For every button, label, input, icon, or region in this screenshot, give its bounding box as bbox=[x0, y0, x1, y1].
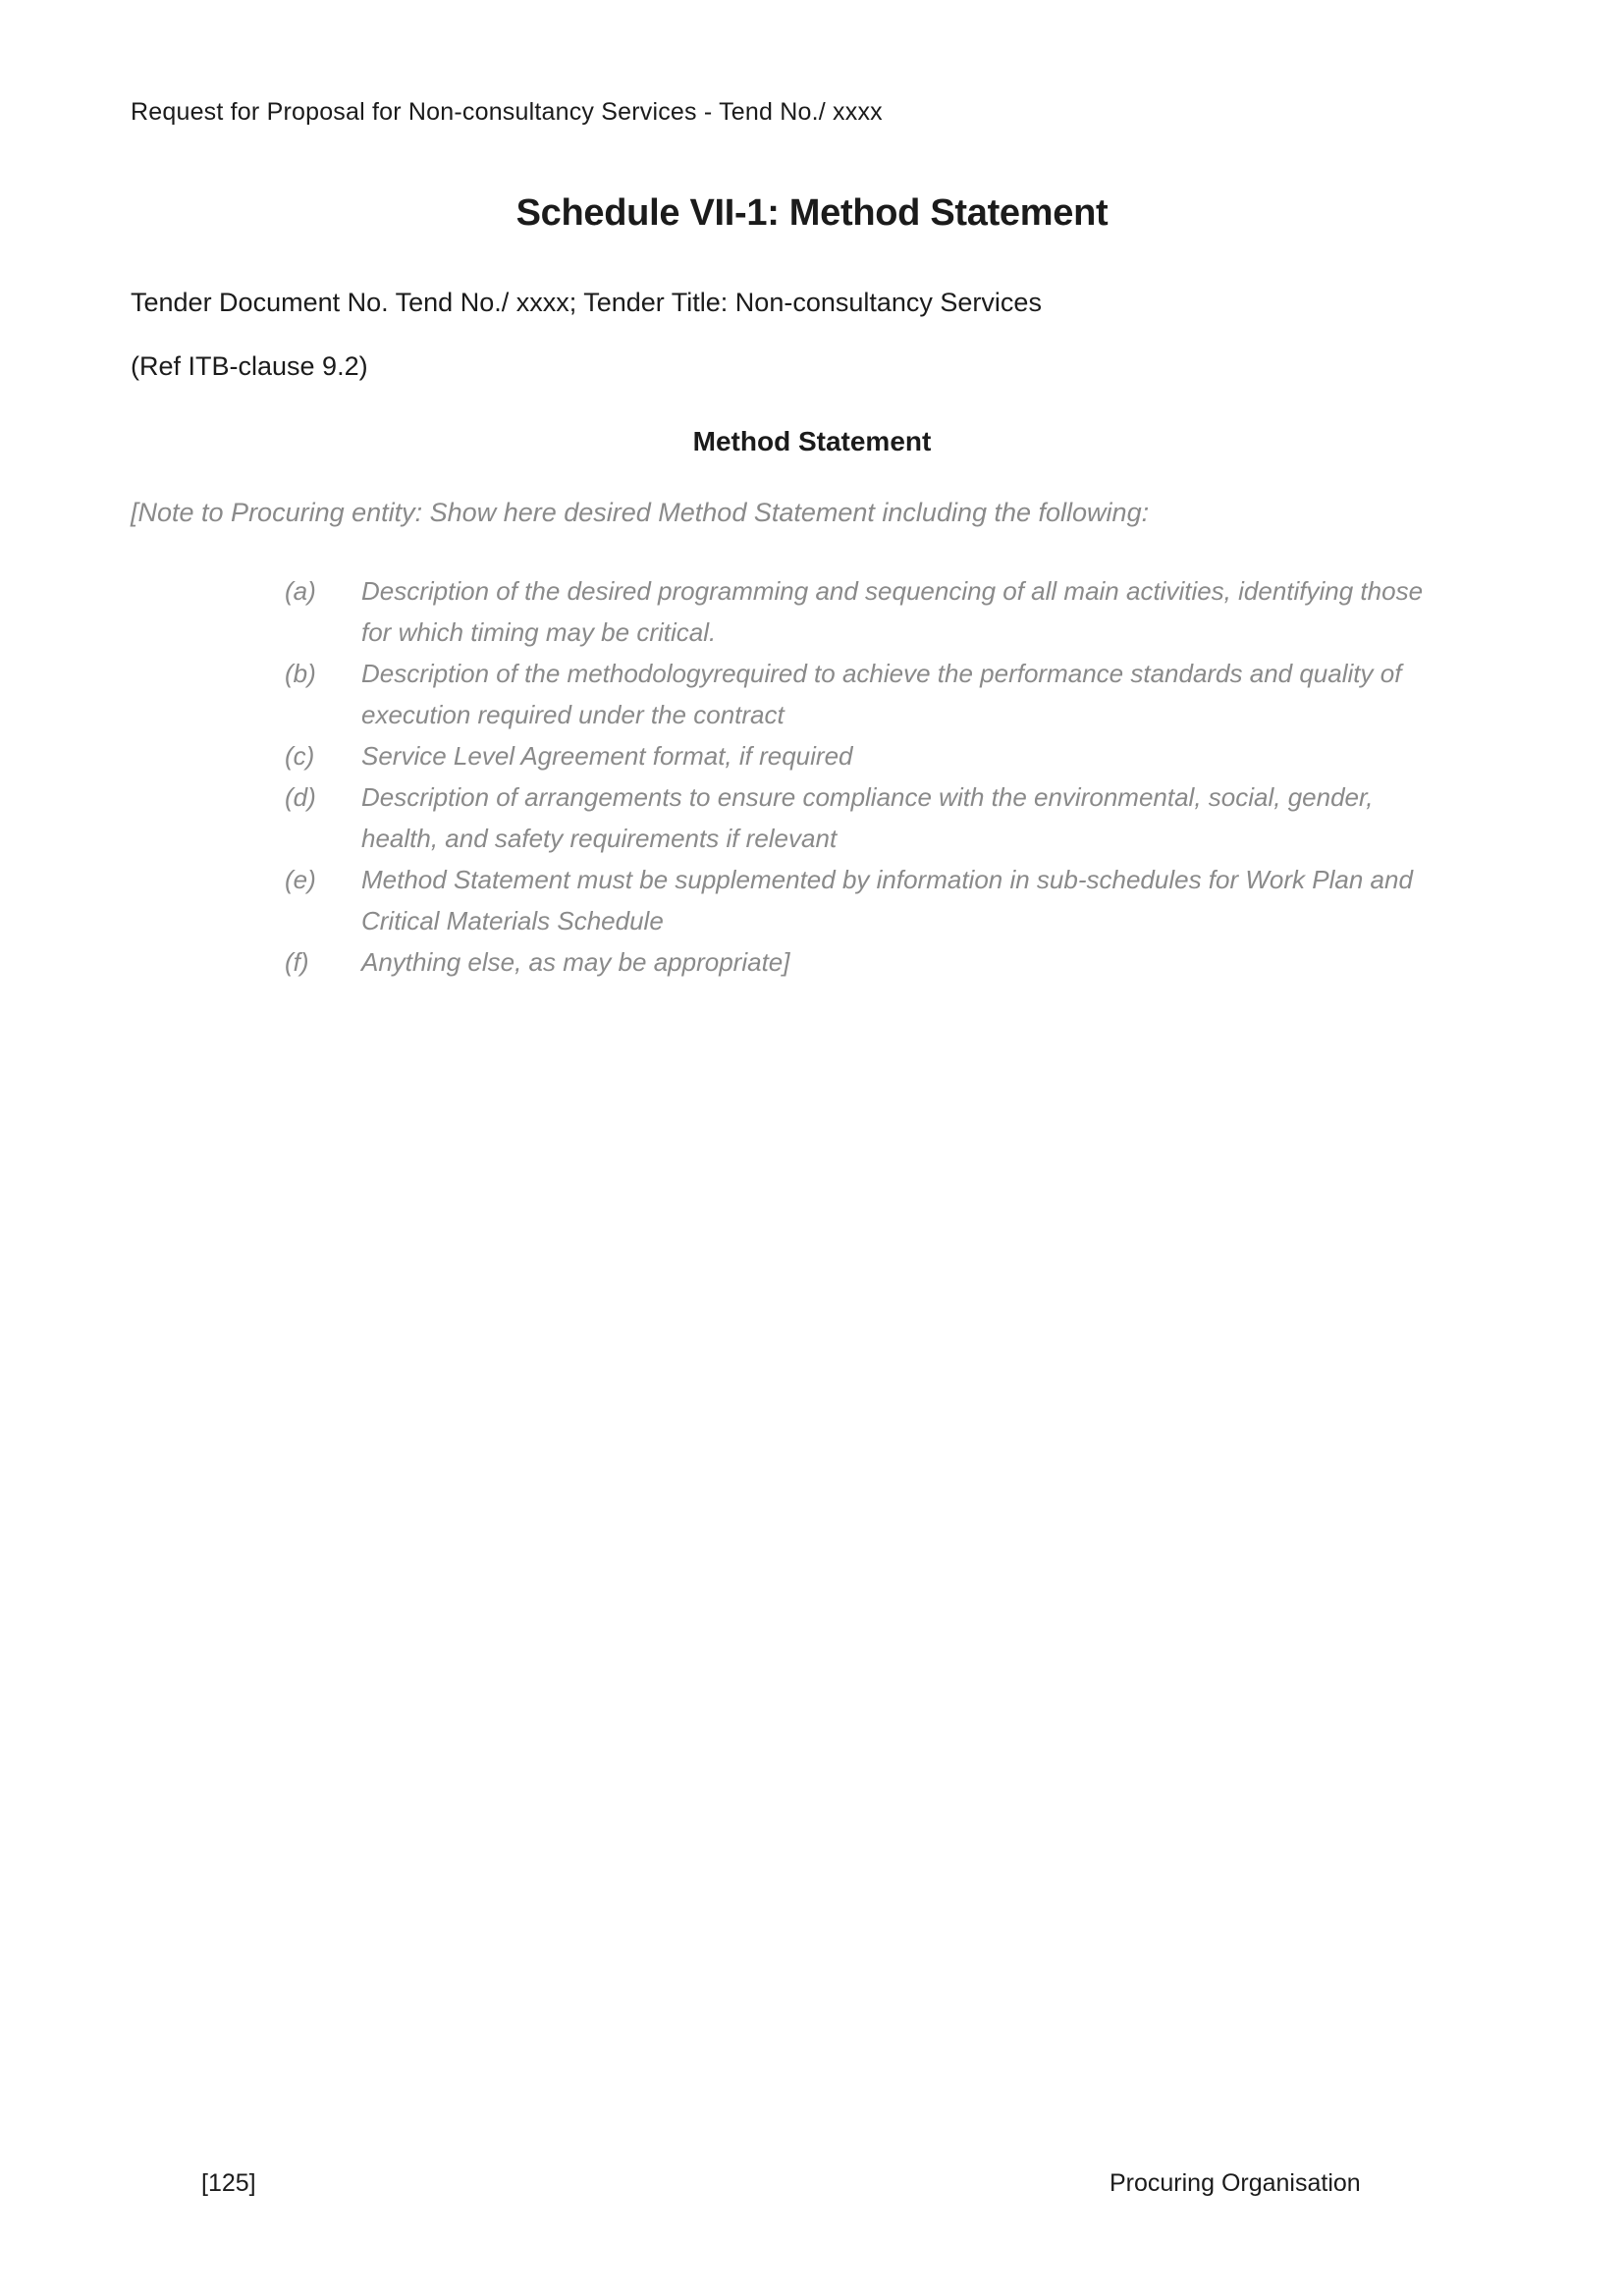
list-item bbox=[285, 941, 1438, 983]
list-item-marker: (d) bbox=[285, 782, 316, 812]
list-item bbox=[285, 653, 1438, 735]
list-item-text: Service Level Agreement format, if required bbox=[361, 741, 853, 771]
footer-organisation: Procuring Organisation bbox=[1110, 2169, 1361, 2197]
list-item-marker: (f) bbox=[285, 947, 309, 977]
list-item bbox=[285, 776, 1438, 859]
section-heading: Method Statement bbox=[692, 426, 932, 456]
list-item-marker: (e) bbox=[285, 865, 316, 894]
list-item-text: Method Statement must be supplemented by information in sub-schedules for Work Plan and Critical Materials Schedule bbox=[361, 865, 1413, 935]
list-item bbox=[285, 859, 1438, 941]
itb-clause-reference: (Ref ITB-clause 9.2) bbox=[131, 351, 368, 381]
list-item-text: Description of the desired programming and sequencing of all main activities, identifying those for which timing may be critical. bbox=[361, 576, 1424, 647]
procuring-entity-note-intro: [Note to Procuring entity: Show here desired Method Statement including the following: bbox=[131, 498, 1150, 527]
running-header: Request for Proposal for Non-consultancy Services - Tend No./ xxxx bbox=[131, 98, 883, 126]
list-item bbox=[285, 735, 1438, 776]
list-item-text: Description of arrangements to ensure compliance with the environmental, social, gender, health, and safety requirements if relevant bbox=[361, 782, 1374, 853]
list-item-marker: (c) bbox=[285, 741, 315, 771]
list-item-marker: (b) bbox=[285, 659, 316, 688]
page-title: Schedule VII-1: Method Statement bbox=[515, 192, 1109, 234]
list-item bbox=[285, 570, 1438, 653]
tender-document-line: Tender Document No. Tend No./ xxxx; Tender Title: Non-consultancy Services bbox=[131, 288, 1042, 317]
list-item-marker: (a) bbox=[285, 576, 316, 606]
note-item-list bbox=[285, 570, 1438, 983]
footer-page-number: [125] bbox=[201, 2169, 256, 2197]
list-item-text: Anything else, as may be appropriate] bbox=[361, 947, 790, 977]
list-item-text: Description of the methodologyrequired to achieve the performance standards and quality of execution required under the contract bbox=[361, 659, 1402, 729]
